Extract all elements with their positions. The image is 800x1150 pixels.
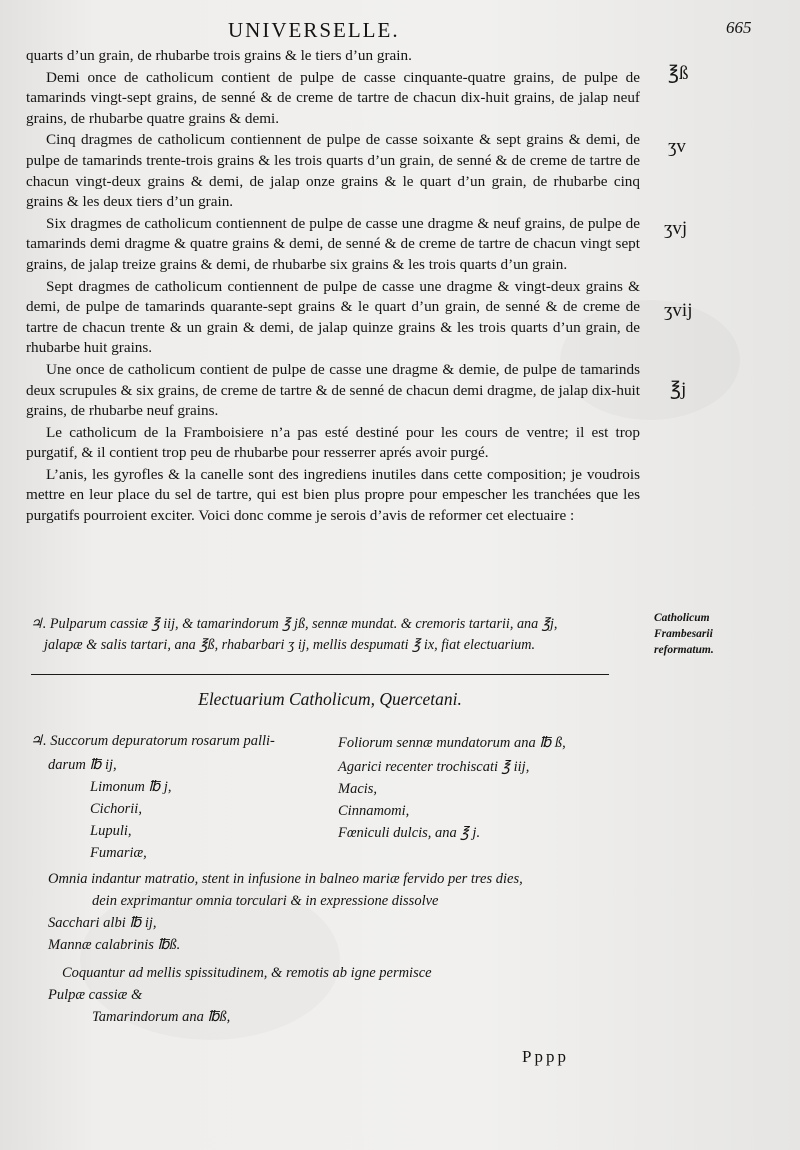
margin-dose-note: ℥ß [668,63,689,84]
paragraph: Sept dragmes de catholicum contiennent de pulpe de casse une dragme & vingt-deux grains & demi, de pulpe de tamarinds quarante-sept grains & le quart d’un grain, de senné & de creme de tartre de chacun trente & un grain & demi, de jalap quinze grains & les trois quarts d’un grain, de rhubarbe huit grains. [26,277,640,357]
recipe-formula [30,614,642,656]
instruction-line: Coquantur ad mellis spissitudinem, & remotis ab igne permisce [62,965,432,981]
ingredient-line: Fumariæ, [90,845,147,861]
running-head: UNIVERSELLE. [228,18,400,42]
ingredient-line: Mannæ calabrinis ℔ß. [48,937,181,953]
ingredient-line: Cichorii, [90,801,142,817]
ingredient-line: Lupuli, [90,823,132,839]
ingredient-line: ♃. Succorum depuratorum rosarum palli- [30,733,275,749]
page-number: 665 [726,18,752,37]
recipe-side-label [654,610,764,658]
paragraph: Six dragmes de catholicum contiennent de pulpe de casse une dragme & neuf grains, de pulpe de tamarinds demi dragme & quatre grains & demi, de senné & de creme de tartre de chacun vingt sept grains, de jalap treize grains & demi, de rhubarbe six grains & les trois quarts d’un grain. [26,214,640,273]
ingredient-line: Macis, [338,781,378,797]
margin-dose-note: ʒvij [664,300,693,321]
instruction-line: Omnia indantur matratio, stent in infusione in balneo mariæ fervido per tres dies, [48,871,523,887]
instruction-line: dein exprimantur omnia torculari & in expressione dissolve [92,893,439,909]
ingredient-line: Cinnamomi, [338,803,410,819]
paragraph: L’anis, les gyrofles & la canelle sont des ingrediens inutiles dans cette composition; je voudrois mettre en leur place du sel de tartre, qui est bien plus propre pour empescher les tranchées que les purgatifs pourroient exciter. Voici donc comme je serois d’avis de reformer cet electuaire : [26,465,640,525]
ingredient-line: darum ℔ ij, [48,757,117,773]
ingredient-line: Foliorum sennæ mundatorum ana ℔ ß, [338,735,566,751]
section-divider [31,674,609,675]
paragraph: Cinq dragmes de catholicum contiennent de pulpe de casse soixante & sept grains & demi, de pulpe de tamarinds trente-trois grains & les trois quarts d’un grain, de senné & de creme de tartre de chacun vingt-deux grains & demi, de jalap onze grains & le quart d’un grain, de rhubarbe cinq grains & les deux tiers d’un grain. [26,131,640,211]
recipe-line: jalapæ & salis tartari, ana ℥ß, rhabarbari ʒ ij, mellis despumati ℥ ix, fiat electuarium. [44,637,536,653]
margin-dose-note: ℥j [670,379,687,400]
recipe-line: ♃. Pulparum cassiæ ℥ iij, & tamarindorum ℥ jß, sennæ mundat. & cremoris tartarii, ana ℥j, [30,616,558,632]
paragraph: Demi once de catholicum contient de pulpe de casse cinquante-quatre grains, de pulpe de tamarinds vingt-sept grains, de senné & de creme de tartre de chacun dix-huit grains, de jalap neuf grains, de rhubarbe quatre grains & demi. [26,68,640,127]
section-title: Electuarium Catholicum, Quercetani. [198,689,462,709]
main-text [26,46,640,527]
ingredient-line: Limonum ℔ j, [90,779,172,795]
side-label-line: Frambesarii [654,628,713,640]
paragraph: Une once de catholicum contient de pulpe de casse une dragme & demie, de pulpe de tamarinds deux scrupules & six grains, de creme de tartre & de senné de chacun demi dragme, de jalap dix-huit grains, de rhubarbe neuf grains. [26,360,640,420]
page-header [0,0,800,46]
ingredient-line: Sacchari albi ℔ ij, [48,915,157,931]
margin-dose-note: ʒvj [664,218,688,239]
margin-dose-note: ʒv [668,136,686,157]
ingredient-line: Tamarindorum ana ℔ß, [92,1009,231,1025]
paragraph: Le catholicum de la Framboisiere n’a pas esté destiné pour les cours de ventre; il est trop purgatif, & il contient trop peu de rhubarbe pour resserrer aprés avoir purgé. [26,423,640,462]
ingredient-line: Fœniculi dulcis, ana ℥ j. [338,825,481,841]
ingredient-line: Agarici recenter trochiscati ℥ iij, [338,759,530,775]
paragraph: quarts d’un grain, de rhubarbe trois grains & le tiers d’un grain. [26,47,412,64]
ingredient-line: Pulpæ cassiæ & [48,987,143,1003]
side-label-line: reformatum. [654,644,714,656]
side-label-line: Catholicum [654,612,710,624]
signature-mark: Pppp [522,1047,569,1066]
